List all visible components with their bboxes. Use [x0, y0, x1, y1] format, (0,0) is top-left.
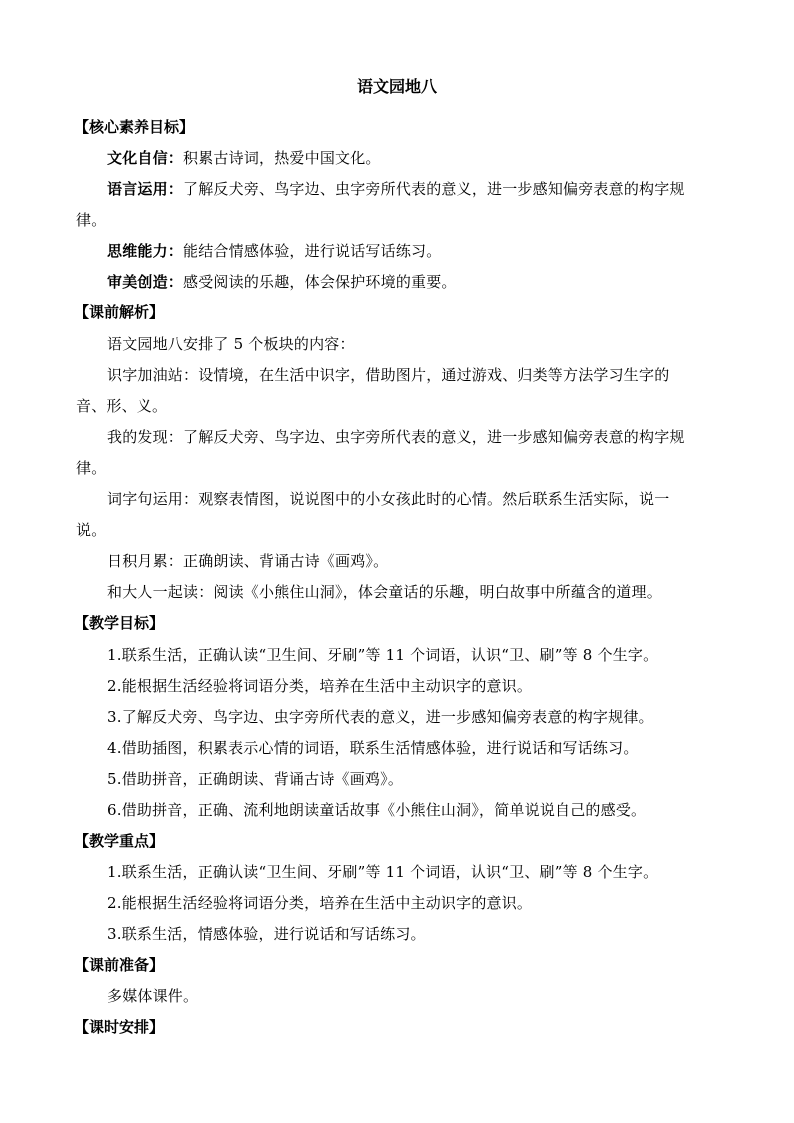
core-goal-item [107, 241, 441, 261]
key-point-item: 2.能根据生活经验将词语分类，培养在生活中主动识字的意识。 [107, 894, 533, 912]
core-goal-text: 积累古诗词，热爱中国文化。 [183, 149, 381, 167]
core-goal-item [107, 148, 381, 168]
teaching-goal-item: 1.联系生活，正确认读“卫生间、牙刷”等 11 个词语，认识“卫、刷”等 8 个生字。 [107, 646, 659, 664]
analysis-item-continued: 音、形、义。 [76, 397, 168, 415]
heading-preparation: 【课前准备】 [74, 956, 165, 974]
teaching-goal-item: 4.借助插图，积累表示心情的词语，联系生活情感体验，进行说话和写话练习。 [107, 739, 639, 757]
analysis-item-continued: 律。 [76, 459, 107, 477]
teaching-goal-item: 5.借助拼音，正确朗读、背诵古诗《画鸡》。 [107, 770, 404, 788]
core-goal-label: 文化自信： [107, 149, 184, 167]
teaching-goal-item: 2.能根据生活经验将词语分类，培养在生活中主动识字的意识。 [107, 677, 533, 695]
analysis-item: 识字加油站：设情境，在生活中识字，借助图片，通过游戏、归类等方法学习生字的 [107, 366, 670, 384]
teaching-goal-item: 6.借助拼音，正确、流利地朗读童话故事《小熊住山洞》，简单说说自己的感受。 [107, 801, 647, 819]
preparation-text: 多媒体课件。 [107, 987, 199, 1005]
core-goal-text: 感受阅读的乐趣，体会保护环境的重要。 [183, 273, 457, 291]
core-goal-text: 了解反犬旁、鸟字边、虫字旁所代表的意义，进一步感知偏旁表意的构字规 [183, 180, 685, 198]
key-point-item: 1.联系生活，正确认读“卫生间、牙刷”等 11 个词语，认识“卫、刷”等 8 个生字。 [107, 863, 659, 881]
analysis-intro: 语文园地八安排了 5 个板块的内容： [107, 335, 355, 353]
core-goal-item [107, 179, 685, 199]
heading-key-points: 【教学重点】 [74, 832, 165, 850]
key-point-item: 3.联系生活，情感体验，进行说话和写话练习。 [107, 925, 426, 943]
core-goal-label: 思维能力： [107, 242, 184, 260]
core-goal-label: 审美创造： [107, 273, 184, 291]
analysis-item-continued: 说。 [76, 521, 107, 539]
core-goal-label: 语言运用： [107, 180, 184, 198]
core-goal-text: 能结合情感体验，进行说话写话练习。 [183, 242, 442, 260]
heading-teaching-goals: 【教学目标】 [74, 614, 165, 632]
document-title: 语文园地八 [356, 77, 437, 96]
analysis-item: 日积月累：正确朗读、背诵古诗《画鸡》。 [107, 552, 389, 570]
heading-analysis: 【课前解析】 [74, 303, 165, 321]
analysis-item: 和大人一起读：阅读《小熊住山洞》，体会童话的乐趣，明白故事中所蕴含的道理。 [107, 583, 662, 601]
core-goal-text-continued: 律。 [76, 211, 107, 229]
teaching-goal-item: 3.了解反犬旁、鸟字边、虫字旁所代表的意义，进一步感知偏旁表意的构字规律。 [107, 708, 654, 726]
heading-core-goals: 【核心素养目标】 [74, 118, 195, 136]
analysis-item: 我的发现：了解反犬旁、鸟字边、虫字旁所代表的意义，进一步感知偏旁表意的构字规 [107, 428, 685, 446]
heading-schedule: 【课时安排】 [74, 1018, 165, 1036]
core-goal-item [107, 272, 457, 292]
analysis-item: 词字句运用：观察表情图，说说图中的小女孩此时的心情。然后联系生活实际，说一 [107, 490, 670, 508]
